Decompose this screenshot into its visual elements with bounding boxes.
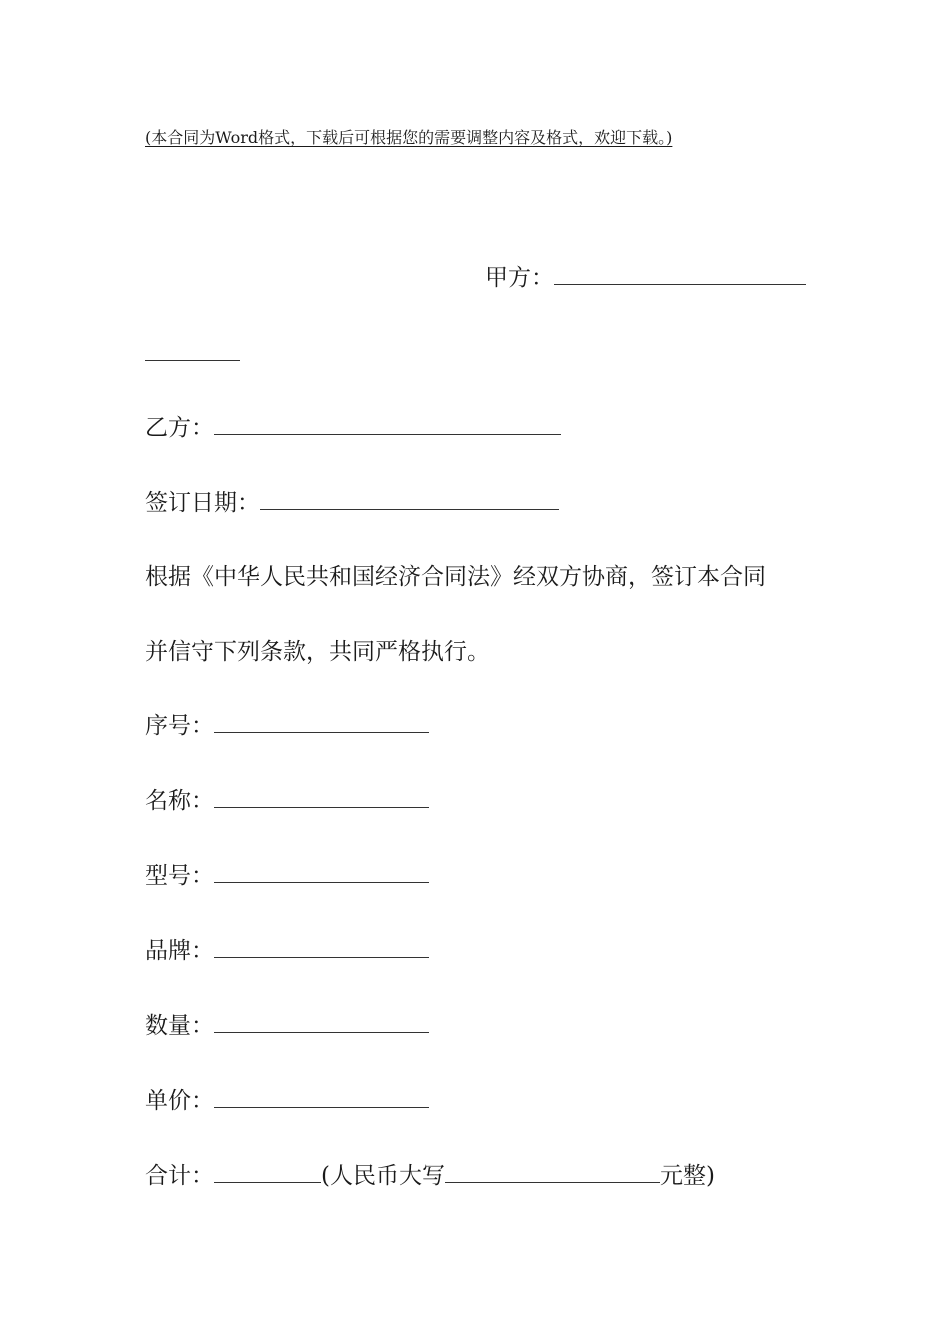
intro-line-2: 并信守下列条款，共同严格执行。	[145, 639, 490, 665]
party-a-blank[interactable]	[554, 262, 806, 285]
quantity-line	[145, 1010, 429, 1041]
format-notice: (本合同为Word格式，下载后可根据您的需要调整内容及格式，欢迎下载。)	[145, 128, 673, 147]
rmb-close-text: 元整)	[659, 1163, 715, 1189]
brand-label: 品牌：	[145, 938, 214, 964]
serial-line	[145, 710, 429, 741]
rmb-uppercase-blank[interactable]	[445, 1160, 660, 1183]
total-line	[145, 1160, 715, 1191]
unit-price-line	[145, 1085, 429, 1116]
total-blank[interactable]	[214, 1160, 321, 1183]
party-a-line	[485, 262, 806, 293]
intro-line-1: 根据《中华人民共和国经济合同法》经双方协商，签订本合同	[145, 564, 766, 590]
quantity-blank[interactable]	[214, 1010, 429, 1033]
sign-date-label: 签订日期：	[145, 490, 260, 516]
party-b-blank[interactable]	[214, 412, 561, 435]
name-line	[145, 785, 429, 816]
quantity-label: 数量：	[145, 1013, 214, 1039]
party-b-label: 乙方：	[145, 415, 214, 441]
party-a-blank-continued[interactable]	[145, 360, 240, 361]
rmb-open-text: (人民币大写	[321, 1163, 445, 1189]
name-blank[interactable]	[214, 785, 429, 808]
sign-date-blank[interactable]	[260, 487, 559, 510]
unit-price-blank[interactable]	[214, 1085, 429, 1108]
total-label: 合计：	[145, 1163, 214, 1189]
name-label: 名称：	[145, 788, 214, 814]
brand-blank[interactable]	[214, 935, 429, 958]
serial-label: 序号：	[145, 713, 214, 739]
model-line	[145, 860, 429, 891]
brand-line	[145, 935, 429, 966]
party-a-label: 甲方：	[485, 265, 554, 291]
party-b-line	[145, 412, 561, 443]
unit-price-label: 单价：	[145, 1088, 214, 1114]
model-label: 型号：	[145, 863, 214, 889]
sign-date-line	[145, 487, 559, 518]
model-blank[interactable]	[214, 860, 429, 883]
serial-blank[interactable]	[214, 710, 429, 733]
